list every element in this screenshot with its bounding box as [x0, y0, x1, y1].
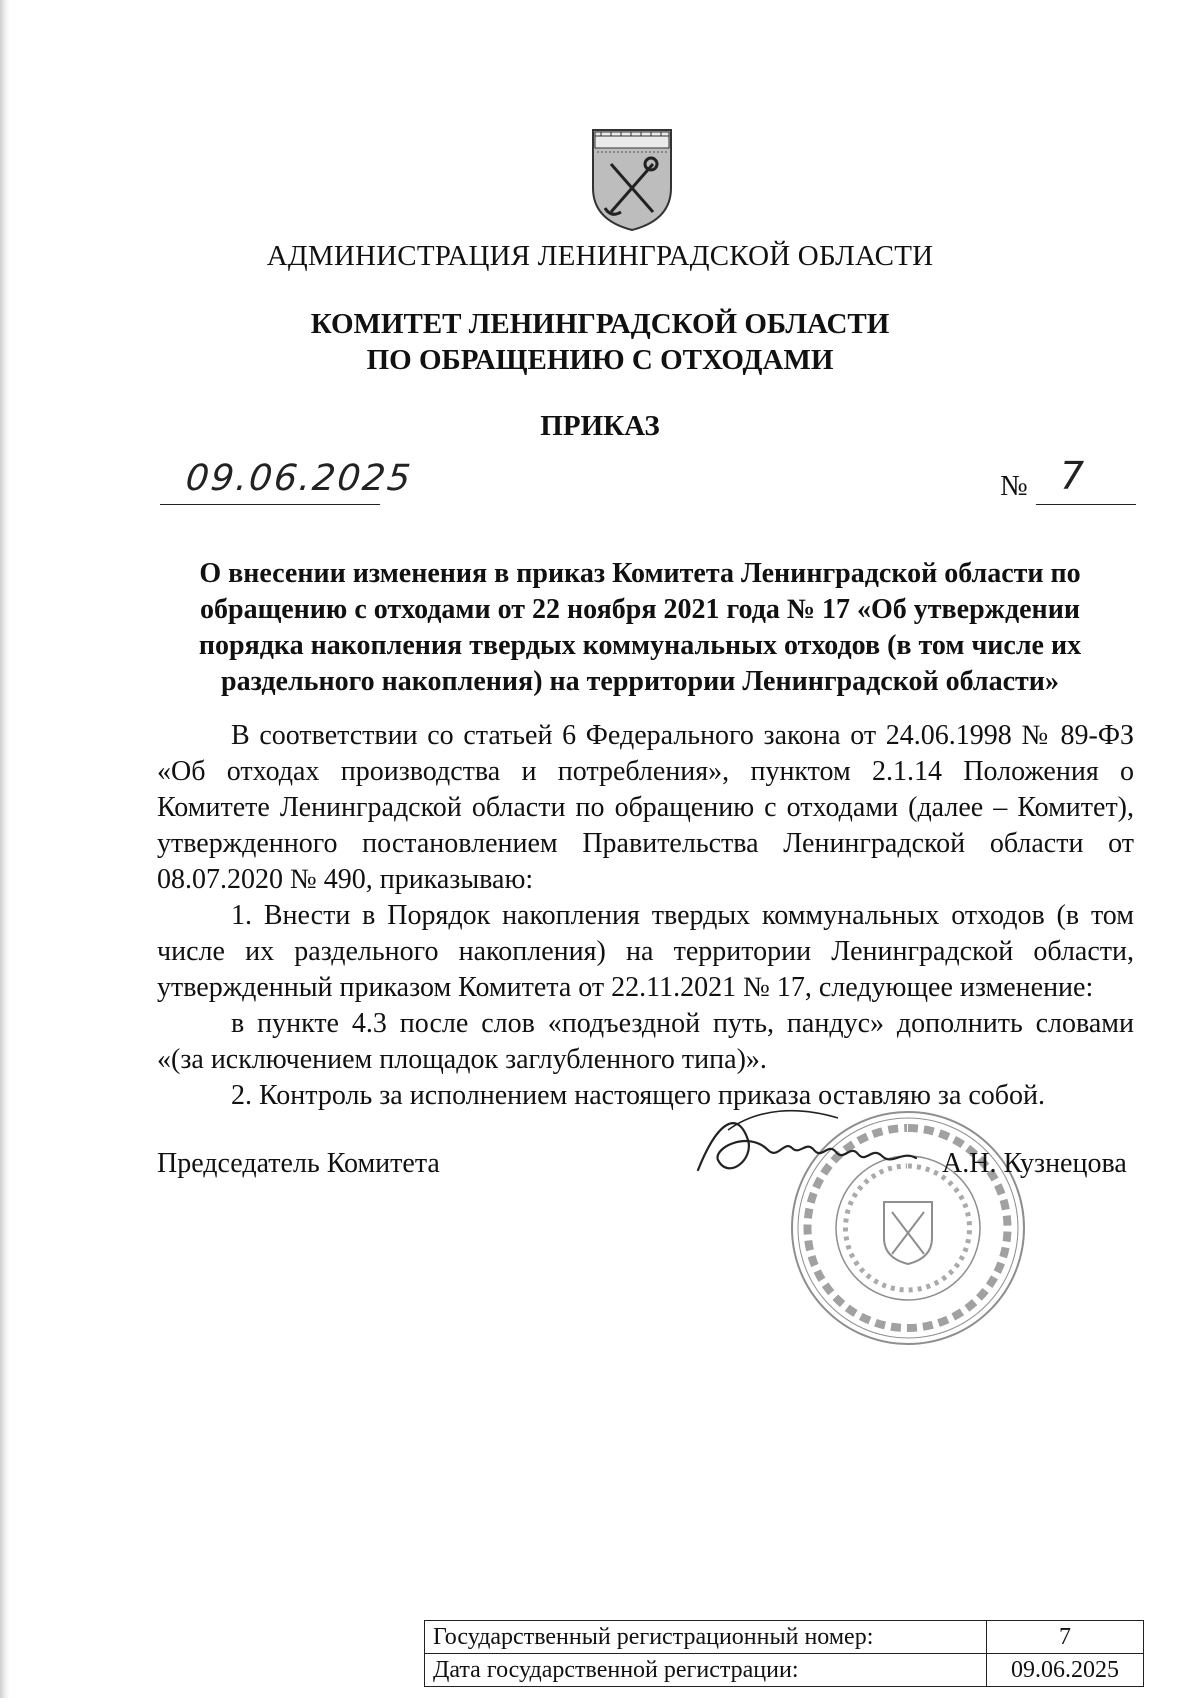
paragraph-item-2: 2. Контроль за исполнением настоящего приказа оставляю за собой.	[231, 1080, 1046, 1111]
order-title: ПРИКАЗ	[540, 410, 660, 442]
committee-line-1: КОМИТЕТ ЛЕНИНГРАДСКОЙ ОБЛАСТИ	[310, 308, 890, 340]
number-sign: №	[1000, 470, 1028, 502]
signatory-name: А.Н. Кузнецова	[942, 1148, 1127, 1179]
paragraph-item-1-change: в пункте 4.3 после слов «подъездной путь, пандус» дополнить словами «(за исключением площадок заглубленного типа)».	[157, 1008, 1134, 1075]
paragraph-preamble: В соответствии со статьей 6 Федерального закона от 24.06.1998 № 89-ФЗ «Об отходах производства и потребления», пунктом 2.1.14 Положения о Комитете Ленинградской области по обращению с отходами (далее – Комитет), утвержденного постановлением Правительства Ленинградской области от 08.07.2020 № 490, приказываю:	[157, 720, 1134, 895]
table-row	[425, 1654, 1144, 1687]
date-underline	[160, 504, 380, 505]
order-body	[157, 718, 1134, 1114]
signatory-title: Председатель Комитета	[157, 1148, 440, 1179]
order-subject: О внесении изменения в приказ Комитета Ленинградской области по обращению с отходами от 22 ноября 2021 года № 17 «Об утверждении порядка накопления твердых коммунальных отходов (в том числе их раздельного накопления) на территории Ленинградской области»	[198, 558, 1082, 697]
registration-date-value: 09.06.2025	[987, 1654, 1144, 1687]
handwritten-signature-icon	[688, 1100, 958, 1200]
registration-number-label: Государственный регистрационный номер:	[425, 1621, 987, 1654]
administration-name: АДМИНИСТРАЦИЯ ЛЕНИНГРАДСКОЙ ОБЛАСТИ	[266, 240, 934, 272]
committee-line-2: ПО ОБРАЩЕНИЮ С ОТХОДАМИ	[366, 344, 834, 376]
number-underline	[1036, 504, 1136, 505]
paragraph-item-1: 1. Внести в Порядок накопления твердых коммунальных отходов (в том числе их раздельного накопления) на территории Ленинградской области, утвержденный приказом Комитета от 22.11.2021 № 17, следующее изменение:	[157, 900, 1134, 1003]
registration-table	[424, 1620, 1144, 1687]
registration-date-label: Дата государственной регистрации:	[425, 1654, 987, 1687]
table-row	[425, 1621, 1144, 1654]
order-date: 09.06.2025	[183, 458, 415, 499]
leningrad-oblast-coat-of-arms-icon	[591, 128, 673, 232]
order-number: 7	[1060, 454, 1085, 498]
registration-number-value: 7	[987, 1621, 1144, 1654]
committee-name	[0, 306, 1200, 378]
